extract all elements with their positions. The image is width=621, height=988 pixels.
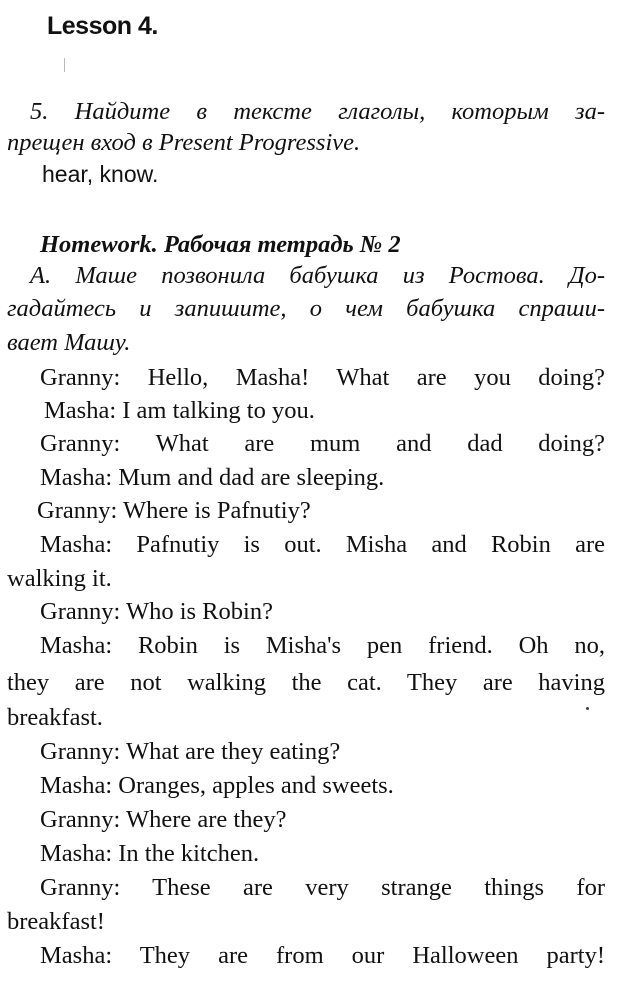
exercise5-answer: hear, know. [42, 161, 159, 187]
homework-heading: Homework. Рабочая тетрадь № 2 [40, 231, 401, 258]
dialogue-line: Masha: I am talking to you. [44, 397, 315, 424]
dialogue-line: Granny: What are mum and dad doing? [40, 430, 605, 457]
dialogue-line: Masha: Mum and dad are sleeping. [40, 464, 385, 491]
dialogue-line: Masha: Oranges, apples and sweets. [40, 772, 394, 799]
dialogue-line: Granny: Who is Robin? [40, 598, 273, 625]
task-line-1: А. Маше позвонила бабушка из Ростова. До- [30, 262, 605, 289]
scan-mark [64, 58, 65, 72]
dialogue-line: breakfast! [7, 908, 105, 935]
lesson-title: Lesson 4. [47, 12, 158, 40]
exercise5-line-1: 5. Найдите в тексте глаголы, которым за- [30, 98, 605, 125]
dialogue-line: Granny: These are very strange things for [40, 874, 605, 901]
dialogue-line: Masha: They are from our Halloween party! [40, 942, 605, 969]
dialogue-line: Granny: Hello, Masha! What are you doing? [40, 364, 605, 391]
scan-speck [586, 707, 589, 710]
dialogue-line: Masha: Robin is Misha's pen friend. Oh no, [40, 632, 605, 659]
dialogue-line: Masha: Pafnutiy is out. Misha and Robin are [40, 531, 605, 558]
task-line-2: гадайтесь и запишите, о чем бабушка спраши- [7, 295, 605, 322]
dialogue-line: Granny: Where is Pafnutiy? [37, 497, 311, 524]
dialogue-line: they are not walking the cat. They are having [7, 669, 605, 696]
dialogue-line: Granny: Where are they? [40, 806, 287, 833]
dialogue-line: breakfast. [7, 704, 103, 731]
exercise5-line-2: прещен вход в Present Progressive. [7, 129, 361, 156]
dialogue-line: Granny: What are they eating? [40, 738, 341, 765]
task-line-3: вает Машу. [7, 329, 131, 356]
dialogue-line: walking it. [7, 565, 112, 592]
dialogue-line: Masha: In the kitchen. [40, 840, 260, 867]
